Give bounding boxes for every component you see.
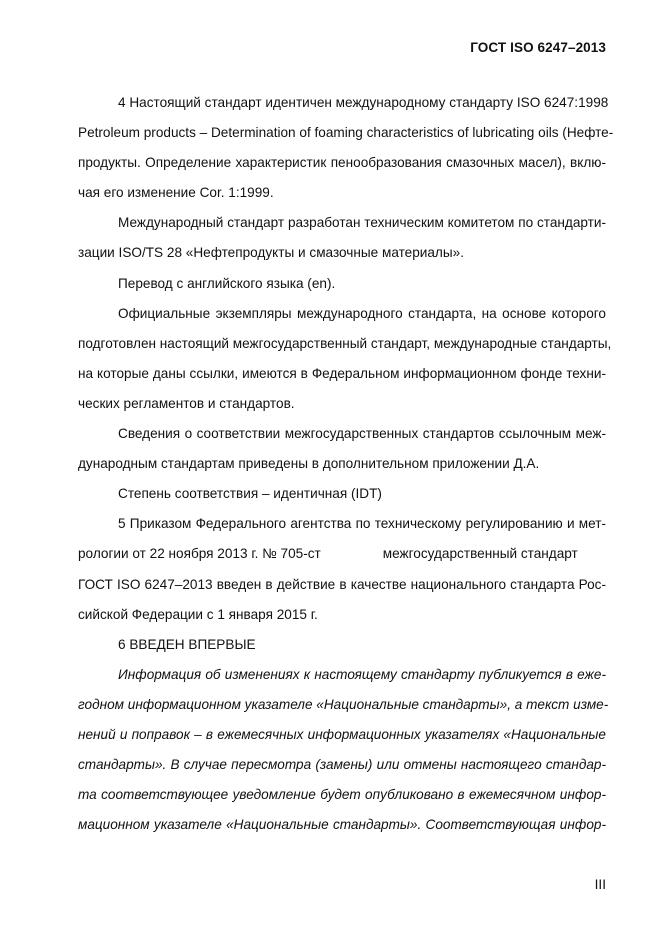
committee-line-1: Международный стандарт разработан техническим комитетом по стандарти- (118, 215, 606, 231)
committee-line-2: зации ISO/TS 28 «Нефтепродукты и смазочные материалы». (78, 245, 464, 261)
document-code-header: ГОСТ ISO 6247–2013 (470, 40, 606, 55)
paragraph-5-line-2 (78, 539, 606, 569)
official-copies-line-2: подготовлен настоящий межгосударственный стандарт, международные стандарты, (78, 335, 612, 351)
preface-body (78, 88, 614, 840)
interstate-standard-text: межгосударственный стандарт (382, 546, 578, 562)
page-number: III (594, 877, 606, 892)
paragraph-5-line-1: 5 Приказом Федерального агентства по техническому регулированию и мет- (118, 516, 606, 532)
paragraph-4-line-2: Petroleum products – Determination of foaming characteristics of lubricating oils (Нефте- (78, 125, 614, 141)
official-copies-line-4: ческих регламентов и стандартов. (78, 395, 295, 411)
first-introduced-line: 6 ВВЕДЕН ВПЕРВЫЕ (118, 636, 256, 652)
official-copies-line-3: на которые даны ссылки, имеются в Федеральном информационном фонде техни- (78, 365, 606, 381)
order-number-text: рологии от 22 ноября 2013 г. № 705-ст (78, 546, 321, 562)
change-info-line-4: стандарты». В случае пересмотра (замены) или отмены настоящего стандар- (78, 757, 606, 773)
paragraph-4-line-3: продукты. Определение характеристик пенообразования смазочных масел), вклю- (78, 155, 606, 171)
translation-line: Перевод с английского языка (en). (118, 275, 336, 291)
change-info-line-5: та соответствующее уведомление будет опубликовано в ежемесячном инфор- (78, 787, 606, 803)
conformity-degree-line: Степень соответствия – идентичная (IDT) (118, 486, 382, 502)
change-info-line-3: нений и поправок – в ежемесячных информационных указателях «Национальные (78, 726, 606, 742)
references-info-line-1: Сведения о соответствии межгосударственных стандартов ссылочным меж- (118, 426, 606, 442)
paragraph-4-line-1: 4 Настоящий стандарт идентичен международному стандарту ISO 6247:1998 (118, 95, 609, 110)
change-info-line-6: мационном указателе «Национальные стандарты». Соответствующая инфор- (78, 817, 606, 833)
change-info-line-2: годном информационном указателе «Национальные стандарты», а текст изме- (78, 696, 609, 712)
paragraph-5-line-4: сийской Федерации с 1 января 2015 г. (78, 606, 318, 622)
official-copies-line-1: Официальные экземпляры международного стандарта, на основе которого (118, 305, 606, 321)
paragraph-5-line-3: ГОСТ ISO 6247–2013 введен в действие в качестве национального стандарта Рос- (78, 576, 606, 592)
references-info-line-2: дународным стандартам приведены в дополнительном приложении Д.А. (78, 456, 540, 472)
paragraph-4-line-4: чая его изменение Cor. 1:1999. (78, 185, 274, 201)
change-info-line-1: Информация об изменениях к настоящему стандарту публикуется в еже- (118, 666, 606, 682)
